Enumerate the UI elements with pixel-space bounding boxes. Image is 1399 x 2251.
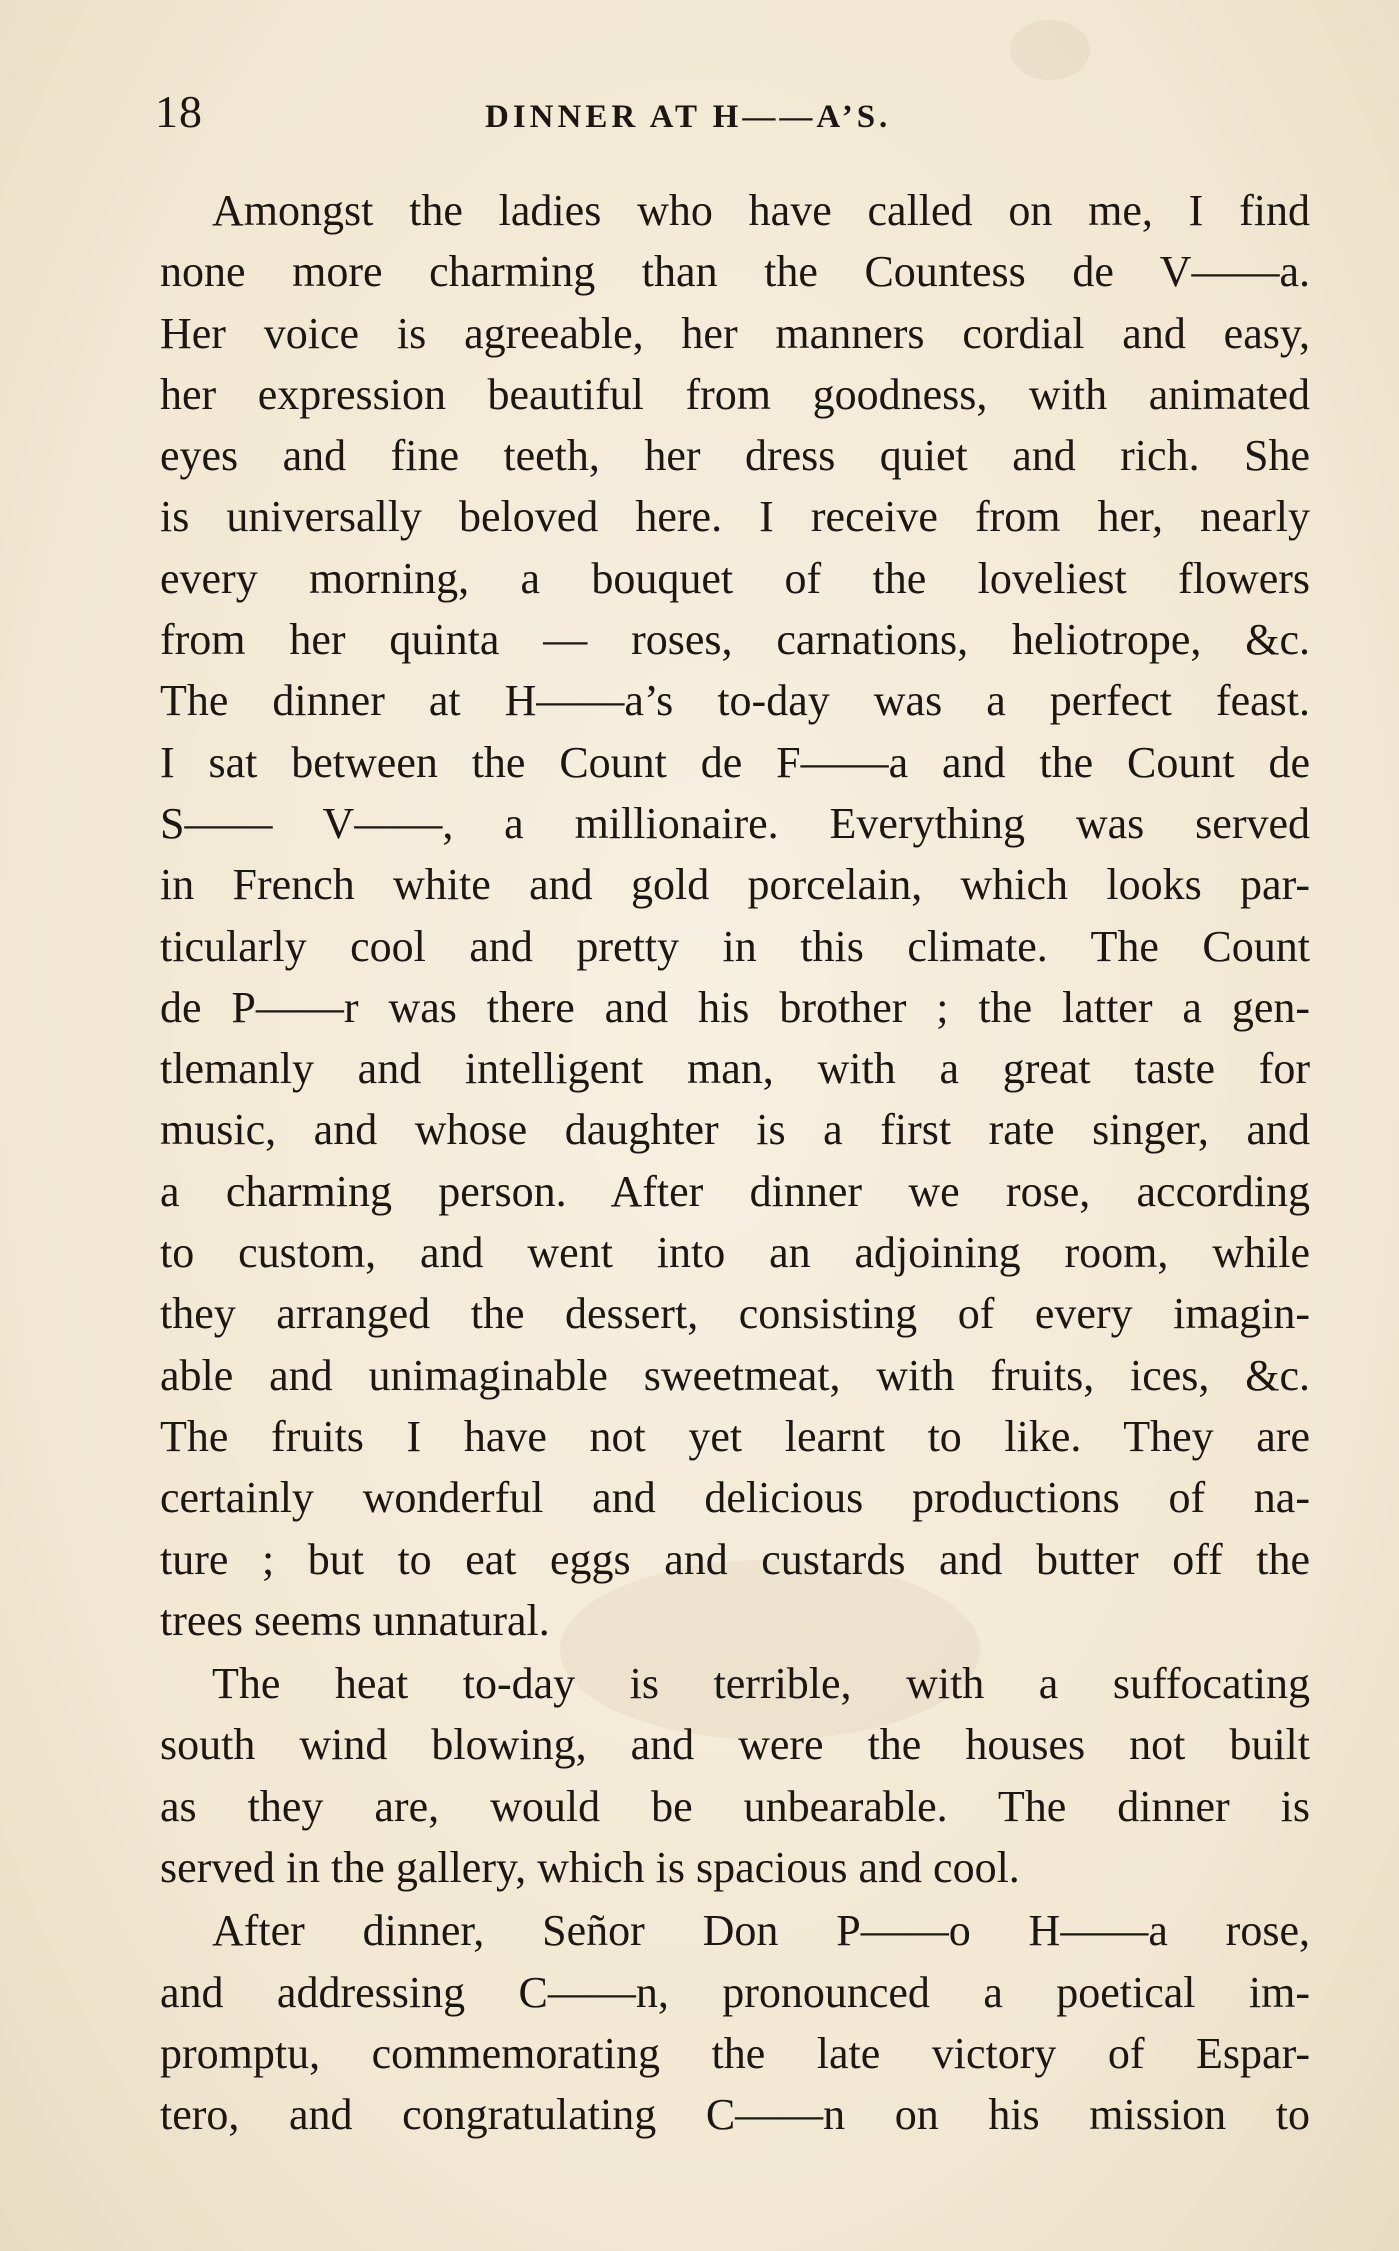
text-line: a charming person. After dinner we rose, according <box>160 1166 1310 1216</box>
text-line: in French white and gold porcelain, which looks par- <box>160 860 1310 910</box>
text-line: certainly wonderful and delicious productions of na- <box>160 1473 1310 1523</box>
text-line: de P——r was there and his brother ; the latter a gen- <box>160 982 1310 1032</box>
text-line: promptu, commemorating the late victory of Espar- <box>160 2028 1310 2078</box>
text-line: every morning, a bouquet of the loveliest flowers <box>160 553 1310 603</box>
text-line: none more charming than the Countess de V——a. <box>160 247 1310 297</box>
text-line: The dinner at H——a’s to-day was a perfect feast. <box>160 676 1310 726</box>
text-line: they arranged the dessert, consisting of every imagin- <box>160 1289 1310 1339</box>
text-line: The fruits I have not yet learnt to like. They are <box>160 1411 1310 1461</box>
text-line: The heat to-day is terrible, with a suffocating <box>212 1659 1310 1709</box>
page-number: 18 <box>155 86 203 137</box>
text-line: able and unimaginable sweetmeat, with fruits, ices, &c. <box>160 1350 1310 1400</box>
text-line: her expression beautiful from goodness, with animated <box>160 369 1310 419</box>
text-line: Her voice is agreeable, her manners cordial and easy, <box>160 308 1310 358</box>
text-line: eyes and fine teeth, her dress quiet and rich. She <box>160 431 1310 481</box>
text-line: ture ; but to eat eggs and custards and butter off the <box>160 1534 1310 1584</box>
paper-stain <box>1010 20 1090 80</box>
text-line: from her quinta — roses, carnations, heliotrope, &c. <box>160 615 1310 665</box>
text-line: I sat between the Count de F——a and the Count de <box>160 737 1310 787</box>
text-line: as they are, would be unbearable. The dinner is <box>160 1781 1310 1831</box>
text-line: After dinner, Señor Don P——o H——a rose, <box>212 1906 1310 1956</box>
text-line: is universally beloved here. I receive from her, nearly <box>160 492 1310 542</box>
running-title: DINNER AT H——A’S. <box>485 99 892 135</box>
text-line: south wind blowing, and were the houses not built <box>160 1720 1310 1770</box>
text-line: S—— V——, a millionaire. Everything was served <box>160 798 1310 848</box>
body-text <box>160 180 1310 2146</box>
text-line: trees seems unnatural. <box>160 1595 550 1645</box>
text-line: tlemanly and intelligent man, with a great taste for <box>160 1044 1310 1094</box>
text-line: to custom, and went into an adjoining room, while <box>160 1228 1310 1278</box>
text-line: ticularly cool and pretty in this climate. The Count <box>160 921 1310 971</box>
text-line: and addressing C——n, pronounced a poetical im- <box>160 1967 1310 2017</box>
text-line: served in the gallery, which is spacious and cool. <box>160 1843 1020 1893</box>
running-head <box>155 82 1315 142</box>
text-line: tero, and congratulating C——n on his mission to <box>160 2090 1310 2140</box>
text-line: Amongst the ladies who have called on me, I find <box>212 186 1310 235</box>
text-line: music, and whose daughter is a first rate singer, and <box>160 1105 1310 1155</box>
